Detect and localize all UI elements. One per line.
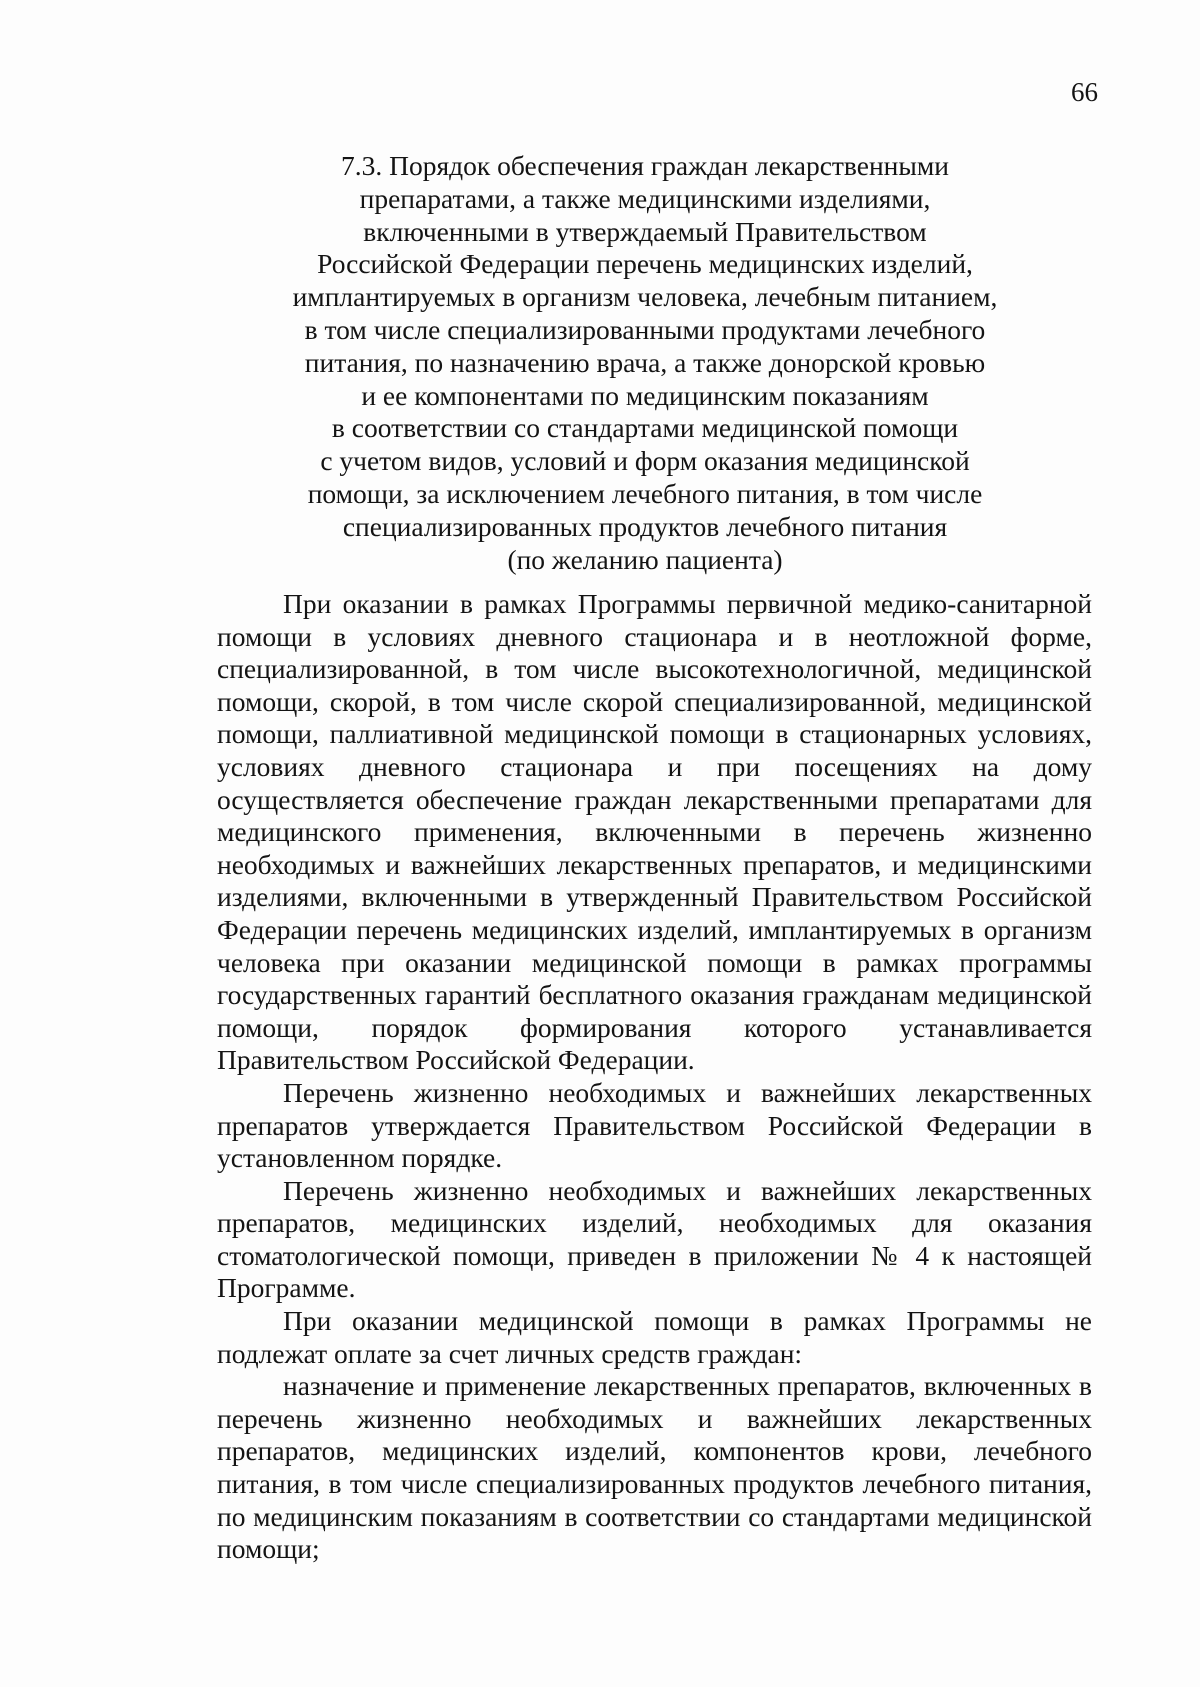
paragraph-dental-drugs-list: Перечень жизненно необходимых и важнейших лекарственных препаратов, медицинских изделий, необходимых для оказания стоматологической помощи, приведен в приложении № 4 к настоящей Программе. <box>217 1174 1092 1304</box>
paragraph-not-paid-by-citizens: При оказании медицинской помощи в рамках Программы не подлежат оплате за счет личных средств граждан: <box>217 1305 1092 1369</box>
paragraph-prescription-item: назначение и применение лекарственных препаратов, включенных в перечень жизненно необходимых и важнейших лекарственных препаратов, медицинских изделий, компонентов крови, лечебного питания, в том числе специализированных продуктов лечебного питания, по медицинским показаниям в соответствии со стандартами медицинской помощи; <box>217 1370 1092 1565</box>
paragraph-medication-provision: При оказании в рамках Программы первичной медико-санитарной помощи в условиях дневного стационара и в неотложной форме, специализированной, в том числе высокотехнологичной, медицинской помощи, скорой, в том числе скорой специализированной, медицинской помощи, паллиативной медицинской помощи в стационарных условиях, условиях дневного стационара и при посещениях на дому осуществляется обеспечение граждан лекарственными препаратами для медицинского применения, включенными в перечень жизненно необходимых и важнейших лекарственных препаратов, и медицинскими изделиями, включенными в утвержденный Правительством Российской Федерации перечень медицинских изделий, имплантируемых в организм человека при оказании медицинской помощи в рамках программы государственных гарантий бесплатного оказания гражданам медицинской помощи, порядок формирования которого устанавливается Правительством Российской Федерации. <box>217 588 1092 1076</box>
paragraph-essential-drugs-list: Перечень жизненно необходимых и важнейших лекарственных препаратов утверждается Правительством Российской Федерации в установленном порядке. <box>217 1076 1092 1174</box>
page-number: 66 <box>1071 77 1098 107</box>
section-heading: 7.3. Порядок обеспечения граждан лекарственными препаратами, а также медицинскими изделиями, включенными в утверждаемый Правительством Российской Федерации перечень медицинских изделий, имплантируемых в организм человека, лечебным питанием, в том числе специализированными продуктами лечебного питания, по назначению врача, а также донорской кровью и ее компонентами по медицинским показаниям в соответствии со стандартами медицинской помощи с учетом видов, условий и форм оказания медицинской помощи, за исключением лечебного питания, в том числе специализированных продуктов лечебного питания (по желанию пациента) <box>292 150 998 575</box>
body-text <box>217 588 1092 1566</box>
